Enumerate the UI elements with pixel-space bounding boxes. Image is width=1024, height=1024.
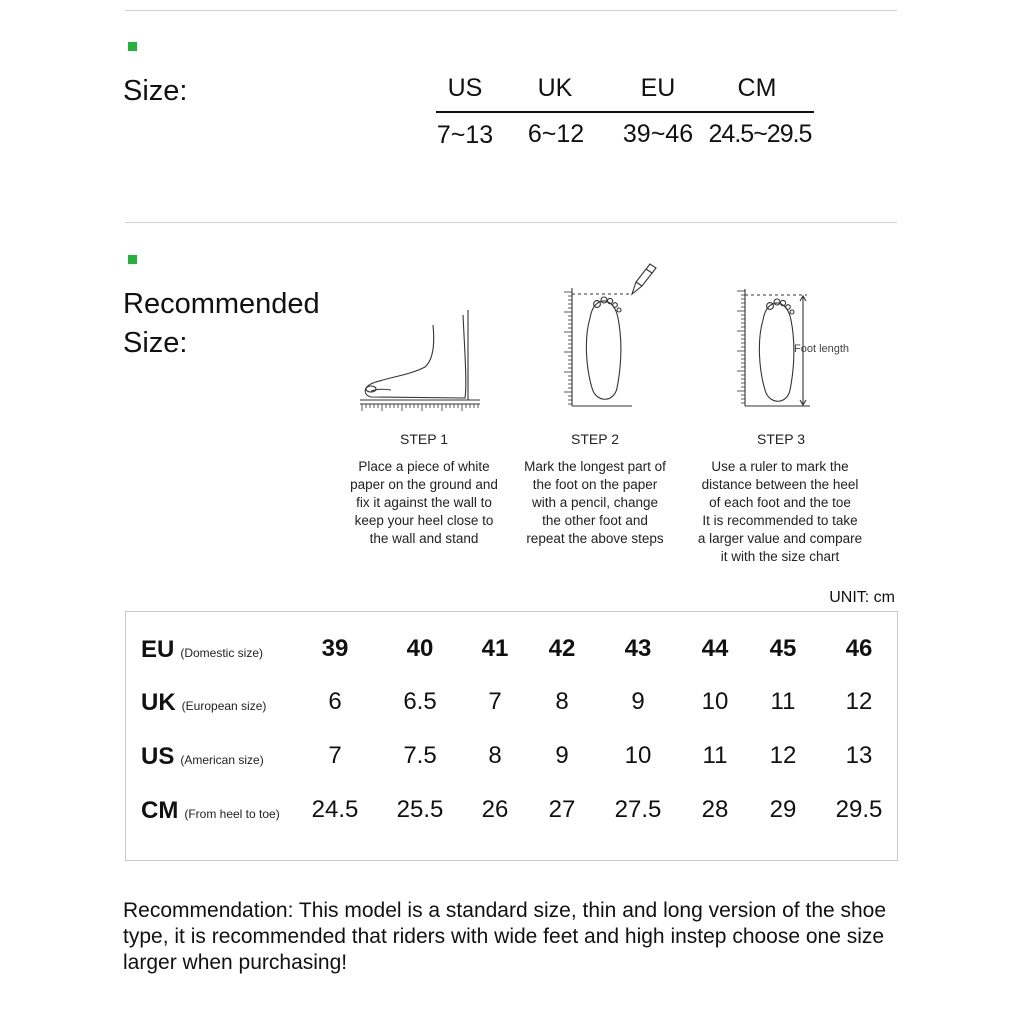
step2-foot-top-illustration <box>560 258 660 410</box>
row-label-main: CM <box>141 797 179 824</box>
step3-desc-line: it with the size chart <box>720 549 840 564</box>
size-header-cm: CM <box>737 74 777 102</box>
table-cell: 24.5 <box>311 796 359 823</box>
table-cell: 7 <box>328 742 342 769</box>
table-row-label-us <box>141 743 264 771</box>
step1-description <box>336 458 512 548</box>
table-cell: 44 <box>701 635 729 662</box>
section-divider <box>125 222 897 223</box>
step2-desc-line: Mark the longest part of <box>524 459 666 474</box>
size-header-rule <box>436 111 814 113</box>
recommendation-note: Recommendation: This model is a standard size, thin and long version of the shoe type, it is recommended that riders with wide feet and high instep choose one size larger when purchasing! <box>123 899 887 974</box>
row-label-main: US <box>141 743 175 770</box>
step1-desc-line: keep your heel close to <box>354 513 494 528</box>
row-label-sub: (European size) <box>181 699 267 713</box>
size-section-title: Size: <box>123 75 188 107</box>
step2-desc-line: with a pencil, change <box>531 495 659 510</box>
table-cell: 29 <box>769 796 797 823</box>
table-cell: 7.5 <box>403 742 437 769</box>
step1-desc-line: fix it against the wall to <box>356 495 492 510</box>
size-range-uk: 6~12 <box>527 120 585 148</box>
table-cell: 11 <box>770 688 796 715</box>
size-header-eu: EU <box>640 74 676 102</box>
row-label-sub: (From heel to toe) <box>184 807 280 821</box>
top-divider <box>125 10 897 11</box>
table-cell: 10 <box>701 688 729 715</box>
table-cell: 12 <box>769 742 797 769</box>
section-marker-size <box>128 42 137 51</box>
table-cell: 26 <box>481 796 509 823</box>
size-chart-table <box>125 611 898 861</box>
row-label-main: EU <box>141 636 175 663</box>
table-cell: 27 <box>548 796 576 823</box>
table-cell: 39 <box>321 635 349 662</box>
step1-desc-line: Place a piece of white <box>358 459 490 474</box>
section-marker-recommended <box>128 255 137 264</box>
step2-desc-line: repeat the above steps <box>526 531 664 546</box>
table-cell: 46 <box>845 635 873 662</box>
unit-label: UNIT: cm <box>829 589 895 606</box>
table-cell: 7 <box>488 688 502 715</box>
step2-desc-line: the other foot and <box>542 513 648 528</box>
step3-desc-line: Use a ruler to mark the <box>711 459 849 474</box>
step3-title: STEP 3 <box>757 431 805 447</box>
step1-desc-line: paper on the ground and <box>350 477 498 492</box>
table-cell: 10 <box>624 742 652 769</box>
table-cell: 41 <box>481 635 509 662</box>
step2-description <box>507 458 683 548</box>
table-cell: 28 <box>701 796 729 823</box>
table-cell: 9 <box>631 688 645 715</box>
table-cell: 12 <box>845 688 873 715</box>
step3-description <box>692 458 868 566</box>
size-header-uk: UK <box>537 74 573 102</box>
table-cell: 40 <box>406 635 434 662</box>
size-range-us: 7~13 <box>436 121 494 149</box>
table-cell: 9 <box>555 742 569 769</box>
table-row-label-cm <box>141 797 280 825</box>
foot-length-label: Foot length <box>794 343 850 355</box>
step3-desc-line: of each foot and the toe <box>709 495 851 510</box>
recommended-title-line1: Recommended <box>123 288 320 320</box>
step3-desc-line: distance between the heel <box>701 477 859 492</box>
step3-foot-length-illustration <box>735 285 865 410</box>
recommended-title-line2: Size: <box>123 327 188 359</box>
table-cell: 6 <box>328 688 342 715</box>
row-label-sub: (Domestic size) <box>180 646 264 660</box>
table-cell: 29.5 <box>835 796 883 823</box>
step3-desc-line: It is recommended to take <box>702 513 858 528</box>
table-cell: 45 <box>769 635 797 662</box>
table-row-label-eu <box>141 636 263 664</box>
table-cell: 43 <box>624 635 652 662</box>
table-cell: 13 <box>845 742 873 769</box>
table-cell: 6.5 <box>403 688 437 715</box>
table-cell: 27.5 <box>614 796 662 823</box>
table-cell: 42 <box>548 635 576 662</box>
size-range-eu: 39~46 <box>622 120 694 148</box>
row-label-sub: (American size) <box>180 753 264 767</box>
size-header-us: US <box>447 74 483 102</box>
table-cell: 25.5 <box>396 796 444 823</box>
table-cell: 8 <box>488 742 502 769</box>
step1-title: STEP 1 <box>400 431 448 447</box>
table-cell: 11 <box>702 742 728 769</box>
step3-desc-line: a larger value and compare <box>697 531 863 546</box>
size-range-cm: 24.5~29.5 <box>708 120 812 148</box>
step2-title: STEP 2 <box>571 431 619 447</box>
step2-desc-line: the foot on the paper <box>532 477 658 492</box>
row-label-main: UK <box>141 689 176 716</box>
step1-desc-line: the wall and stand <box>369 531 479 546</box>
step1-foot-side-illustration <box>355 305 485 415</box>
table-row-label-uk <box>141 689 266 717</box>
table-cell: 8 <box>555 688 569 715</box>
